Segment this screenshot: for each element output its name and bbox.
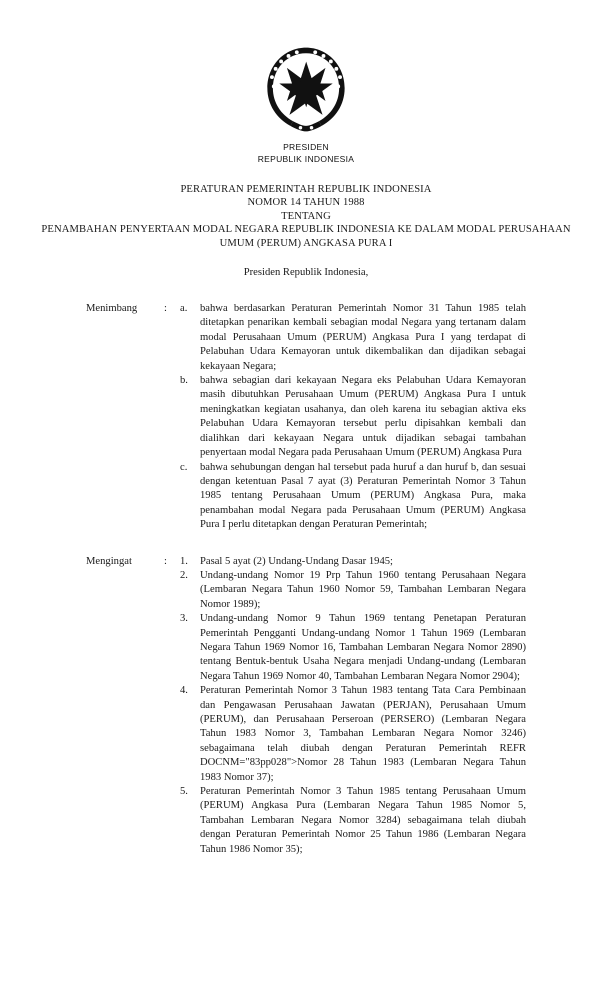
list-item-text: Pasal 5 ayat (2) Undang-Undang Dasar 1945; (200, 555, 393, 567)
preamble-line: Presiden Republik Indonesia, (243, 267, 369, 279)
list-item-marker: 2. (180, 569, 188, 581)
list-item (180, 374, 526, 460)
list-item (180, 461, 526, 533)
title-line-tentang: TENTANG (281, 210, 331, 222)
letterhead-caption-line2: REPUBLIK INDONESIA (257, 153, 355, 164)
list-item-text: Peraturan Pemerintah Nomor 3 Tahun 1985 tentang Perusahaan Umum (PERUM) Angkasa Pura (Lembaran Negara Tahun 1985 Nomor 5, Tambahan Lembaran Negara Nomor 3284) sebagaimana telah diubah dengan Peraturan Pemerintah Nomor 25 Tahun 1986 (Lembaran Negara Tahun 1986 Nomor 35); (200, 786, 526, 855)
letterhead-caption (0, 142, 612, 165)
letterhead (0, 0, 612, 165)
clause-menimbang (0, 302, 612, 533)
clause-mengingat (0, 555, 612, 858)
list-item-text: bahwa sehubungan dengan hal tersebut pada huruf a dan huruf b, dan sesuai dengan ketentuan Pasal 7 ayat (3) Peraturan Pemerintah Nomor 3 Tahun 1985 tentang Perusahaan Umum (PERUM) Angkasa Pura, maka penambahan modal Negara pada Perusahaan Umum (PERUM) Angkasa Pura I perlu ditetapkan dengan Peraturan Pemerintah; (200, 461, 526, 531)
list-item (180, 555, 526, 569)
list-item (180, 785, 526, 857)
title-line-regulation: PERATURAN PEMERINTAH REPUBLIK INDONESIA (180, 184, 432, 195)
title-line-number: NOMOR 14 TAHUN 1988 (247, 197, 365, 209)
list-item-text: Undang-undang Nomor 19 Prp Tahun 1960 tentang Perusahaan Negara (Lembaran Negara Tahun 1960 Nomor 59, Tambahan Lembaran Negara Nomor 1989); (200, 569, 526, 610)
list-item-text: bahwa sebagian dari kekayaan Negara eks Pelabuhan Udara Kemayoran masih dibutuhkan Perusahaan Umum (PERUM) Angkasa Pura I untuk meningkatkan kegiatan usahanya, dan oleh karena itu sebagian aktiva eks Pelabuhan Udara Kemayoran tersebut perlu dipisahkan kembali dan dialihkan dari kekayaan Negara untuk dijadikan sebagai tambahan penyertaan modal Negara pada Perusahaan Umum (PERUM) Angkasa Pura (200, 375, 526, 459)
letterhead-caption-line1: PRESIDEN (283, 142, 329, 152)
list-item (180, 569, 526, 612)
list-item-marker: 4. (180, 685, 188, 697)
list-item (180, 302, 526, 374)
list-item-marker: 1. (180, 555, 188, 567)
list-item-marker: a. (180, 303, 188, 315)
clause-items-menimbang (180, 302, 526, 533)
document-title (0, 183, 612, 250)
garuda-star-wreath-emblem (260, 44, 352, 136)
clause-colon-mengingat: : (164, 555, 167, 567)
list-item-marker: c. (180, 461, 188, 473)
list-item-text: Undang-undang Nomor 9 Tahun 1969 tentang Penetapan Peraturan Pemerintah Pengganti Undang-undang Nomor 1 Tahun 1969 (Lembaran Negara Tahun 1969 Nomor 16, Tambahan Lembaran Negara Nomor 2890) tentang Bentuk-bentuk Usaha Negara menjadi Undang-undang (Lembaran Negara Tahun 1969 Nomor 40, Tambahan Lembaran Negara Nomor 2904); (200, 613, 526, 682)
clause-colon-menimbang: : (164, 303, 167, 315)
list-item-marker: 3. (180, 613, 188, 625)
list-item-marker: 5. (180, 786, 188, 798)
clause-items-mengingat (180, 555, 526, 858)
title-line-subject: PENAMBAHAN PENYERTAAN MODAL NEGARA REPUBLIK INDONESIA KE DALAM MODAL PERUSAHAAN UMUM (PERUM) ANGKASA PURA I (41, 224, 571, 249)
list-item (180, 684, 526, 785)
clause-label-mengingat: Mengingat (86, 555, 132, 567)
clause-label-menimbang: Menimbang (86, 303, 138, 315)
list-item-marker: b. (180, 375, 188, 387)
list-item-text: bahwa berdasarkan Peraturan Pemerintah Nomor 31 Tahun 1985 telah ditetapkan penarikan kembali sebagian modal Negara yang tertanam dalam modal Perusahaan Umum (PERUM) Angkasa Pura I yang terdapat di Pelabuhan Udara Kemayoran untuk dikembalikan dan dijadikan sebagai kekayaan Negara; (200, 303, 526, 372)
list-item (180, 612, 526, 684)
list-item-text: Peraturan Pemerintah Nomor 3 Tahun 1983 tentang Tata Cara Pembinaan dan Pengawasan Perusahaan Jawatan (PERJAN), Perusahaan Umum (PERUM), dan Perusahaan Perseroan (PERSERO) (Lembaran Negara Tahun 1983 Nomor 3, Tambahan Lembaran Negara Nomor 3246) sebagaimana telah diubah dengan Peraturan Pemerintah REFR DOCNM="83pp028">Nomor 28 Tahun 1983 (Lembaran Negara Tahun 1983 Nomor 37); (200, 685, 526, 783)
